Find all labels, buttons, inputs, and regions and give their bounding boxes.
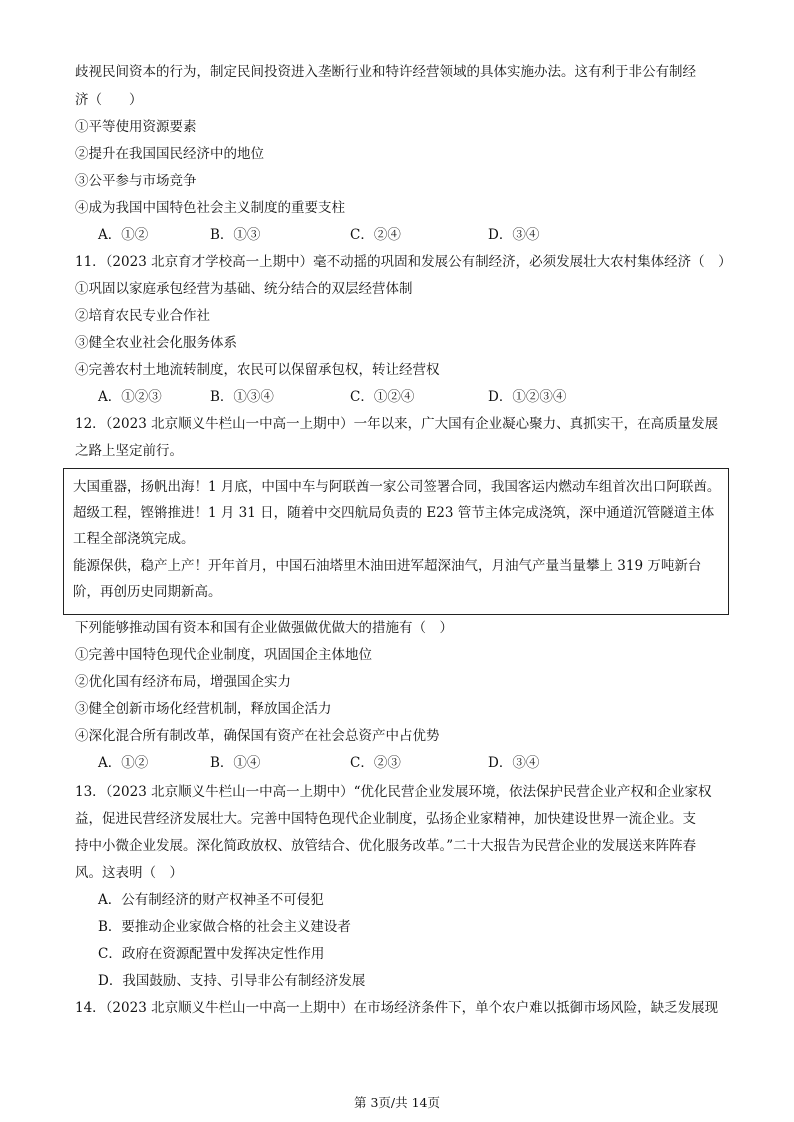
q12-material-line3: 工程全部浇筑完成。	[73, 531, 195, 547]
q12-item-1: ①完善中国特色现代企业制度，巩固国企主体地位	[75, 647, 372, 663]
q10-item-1: ①平等使用资源要素	[75, 119, 197, 135]
q10-item-4: ④成为我国中国特色社会主义制度的重要支柱	[75, 200, 345, 216]
q13-option-c: C．政府在资源配置中发挥决定性作用	[98, 946, 325, 962]
q12-option-b: B．①④	[210, 755, 261, 771]
q12-material-line5: 阶，再创历史同期新高。	[73, 584, 222, 600]
q12-stem-line2: 之路上坚定前行。	[75, 443, 183, 459]
q12-option-d: D．③④	[488, 755, 540, 771]
q10-stem-line2: 济（ ）	[75, 92, 143, 108]
q12-item-2: ②优化国有经济布局，增强国企实力	[75, 674, 291, 690]
q11-item-2: ②培育农民专业合作社	[75, 308, 210, 324]
q10-option-d: D．③④	[488, 227, 540, 243]
q12-material-line1: 大国重器，扬帆出海！1 月底，中国中车与阿联酋一家公司签署合同，我国客运内燃动车组首次出口阿联酋。	[73, 479, 721, 495]
q11-option-a: A．①②③	[98, 389, 162, 405]
q13-stem-line3: 持中小微企业发展。深化简政放权、放管结合、优化服务改革。”二十大报告为民营企业的发展送来阵阵春	[75, 838, 697, 854]
q11-item-3: ③健全农业社会化服务体系	[75, 335, 237, 351]
q11-item-1: ①巩固以家庭承包经营为基础、统分结合的双层经营体制	[75, 281, 413, 297]
q11-item-4: ④完善农村土地流转制度，农民可以保留承包权，转让经营权	[75, 362, 440, 378]
q12-item-3: ③健全创新市场化经营机制，释放国企活力	[75, 701, 332, 717]
q13-option-b: B．要推动企业家做合格的社会主义建设者	[98, 919, 351, 935]
q12-question: 下列能够推动国有资本和国有企业做强做优做大的措施有（ ）	[75, 620, 453, 636]
q12-material-line2: 超级工程，铿锵推进！1 月 31 日，随着中交四航局负责的 E23 管节主体完成浇筑，深中通道沉管隧道主体	[73, 505, 715, 521]
q13-option-d: D．我国鼓励、支持、引导非公有制经济发展	[98, 973, 366, 989]
q12-option-a: A．①②	[98, 755, 149, 771]
q13-option-a: A．公有制经济的财产权神圣不可侵犯	[98, 892, 324, 908]
q14-stem-line1: 14．（2023 北京顺义牛栏山一中高一上期中）在市场经济条件下，单个农户难以抵御市场风险，缺乏发展现	[75, 1000, 719, 1016]
q13-stem-line4: 风。这表明（ ）	[75, 865, 183, 881]
q10-stem-line1: 歧视民间资本的行为，制定民间投资进入垄断行业和特许经营领域的具体实施办法。这有利于非公有制经	[75, 64, 696, 80]
q12-item-4: ④深化混合所有制改革，确保国有资产在社会总资产中占优势	[75, 728, 440, 744]
q10-item-3: ③公平参与市场竞争	[75, 173, 197, 189]
q12-material-line4: 能源保供，稳产上产！开年首月，中国石油塔里木油田进军超深油气，月油气产量当量攀上 319 万吨新台	[73, 558, 702, 574]
q10-option-c: C．②④	[350, 227, 401, 243]
q10-item-2: ②提升在我国国民经济中的地位	[75, 146, 264, 162]
q11-stem: 11．（2023 北京育才学校高一上期中）毫不动摇的巩固和发展公有制经济，必须发展壮大农村集体经济（ ）	[75, 254, 732, 270]
q12-stem-line1: 12．（2023 北京顺义牛栏山一中高一上期中）一年以来，广大国有企业凝心聚力、真抓实干，在高质量发展	[75, 416, 719, 432]
q11-option-b: B．①③④	[210, 389, 274, 405]
q12-option-c: C．②③	[350, 755, 401, 771]
q13-stem-line1: 13．（2023 北京顺义牛栏山一中高一上期中）“优化民营企业发展环境，依法保护民营企业产权和企业家权	[75, 784, 712, 800]
q10-option-b: B．①③	[210, 227, 261, 243]
q13-stem-line2: 益，促进民营经济发展壮大。完善中国特色现代企业制度，弘扬企业家精神，加快建设世界一流企业。支	[75, 811, 696, 827]
q10-option-a: A．①②	[98, 227, 149, 243]
q11-option-c: C．①②④	[350, 389, 415, 405]
page-number-footer: 第 3页/共 14页	[353, 1095, 441, 1110]
q11-option-d: D．①②③④	[488, 389, 567, 405]
